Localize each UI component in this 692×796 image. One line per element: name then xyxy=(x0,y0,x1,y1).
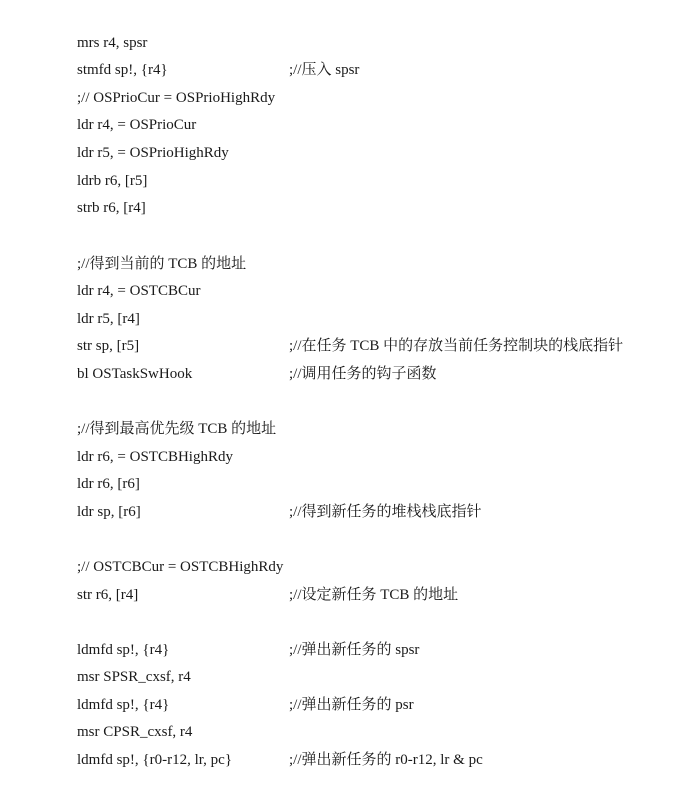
code-line xyxy=(62,62,289,106)
code-comment: ;//在任务 TCB 中的存放当前任务控制块的栈底指针 xyxy=(289,338,624,354)
code-text: ldmfd sp!, {r0-r12, lr, pc} xyxy=(77,752,233,768)
code-line xyxy=(62,559,459,603)
code-comment: ;//弹出新任务的 spsr xyxy=(289,642,420,658)
code-comment: ;//弹出新任务的 r0-r12, lr & pc xyxy=(289,752,483,768)
code-text: mrs r4, spsr xyxy=(77,35,148,51)
code-line xyxy=(62,448,289,492)
code-text: ;// OSPrioCur = OSPrioHighRdy xyxy=(77,90,276,106)
code-text: ;//得到当前的 TCB 的地址 xyxy=(77,256,247,272)
code-line xyxy=(62,283,289,327)
code-text: ldr r4, = OSPrioCur xyxy=(77,117,197,133)
code-text: str r6, [r4] xyxy=(77,587,139,603)
code-line xyxy=(62,117,289,161)
code-text: ldr r4, = OSTCBCur xyxy=(77,283,201,299)
code-line xyxy=(62,696,289,740)
code-text: ldr r5, [r4] xyxy=(77,311,140,327)
code-line xyxy=(62,89,289,133)
code-text: ;//得到最高优先级 TCB 的地址 xyxy=(77,421,277,437)
code-line xyxy=(62,476,482,520)
code-text: ldmfd sp!, {r4} xyxy=(77,642,170,658)
code-line xyxy=(62,228,289,272)
code-text: stmfd sp!, {r4} xyxy=(77,62,168,78)
code-text: msr SPSR_cxsf, r4 xyxy=(77,669,191,685)
code-line xyxy=(62,310,624,354)
code-line xyxy=(62,614,420,658)
code-line xyxy=(62,669,414,713)
code-text: ldr sp, [r6] xyxy=(77,504,141,520)
code-line xyxy=(62,641,289,685)
code-comment: ;//设定新任务 TCB 的地址 xyxy=(289,587,459,603)
code-comment: ;//弹出新任务的 psr xyxy=(289,697,414,713)
code-line xyxy=(62,145,289,189)
code-line xyxy=(62,724,483,768)
code-text: msr CPSR_cxsf, r4 xyxy=(77,724,193,740)
code-text: ldr r6, = OSTCBHighRdy xyxy=(77,449,233,465)
code-comment: ;//压入 spsr xyxy=(289,62,360,78)
code-text: strb r6, [r4] xyxy=(77,200,146,216)
code-text: ldr r6, [r6] xyxy=(77,476,140,492)
code-text: ldr r5, = OSPrioHighRdy xyxy=(77,145,229,161)
code-text: ldrb r6, [r5] xyxy=(77,173,148,189)
code-text: ldmfd sp!, {r4} xyxy=(77,697,170,713)
code-text: bl OSTaskSwHook xyxy=(77,366,193,382)
code-line xyxy=(62,34,360,78)
code-line xyxy=(62,255,289,299)
code-line xyxy=(62,531,289,575)
code-line xyxy=(62,338,437,382)
code-text: str sp, [r5] xyxy=(77,338,140,354)
code-line xyxy=(62,172,289,216)
code-line xyxy=(62,7,289,51)
code-line xyxy=(62,393,289,437)
code-comment: ;//调用任务的钩子函数 xyxy=(289,366,437,382)
code-text: ;// OSTCBCur = OSTCBHighRdy xyxy=(77,559,284,575)
code-line xyxy=(62,421,289,465)
code-comment: ;//得到新任务的堆栈栈底指针 xyxy=(289,504,482,520)
